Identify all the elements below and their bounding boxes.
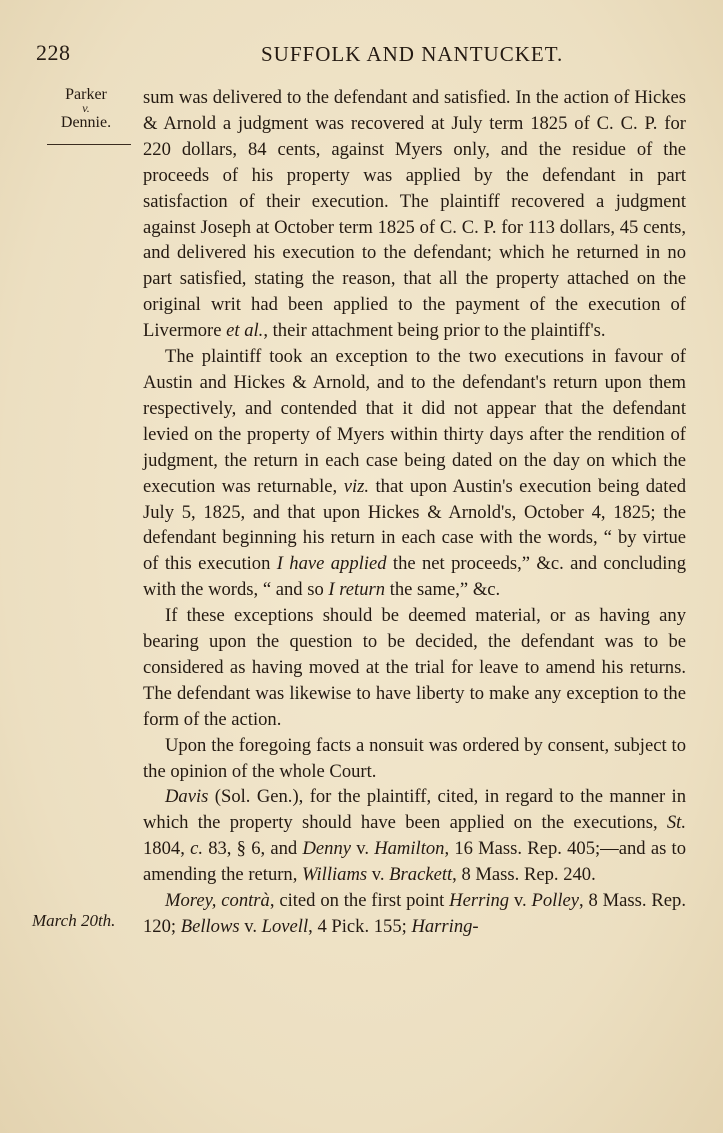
body-text <box>143 85 686 940</box>
italic-run: viz. <box>343 475 369 497</box>
margin-rule <box>47 144 131 145</box>
italic-run: I have applied <box>276 553 387 575</box>
margin-case-name <box>44 86 128 131</box>
text-run: the net proceeds,” &c. and concluding with the words, “ and so <box>143 553 686 601</box>
italic-run: Hamilton <box>374 838 445 860</box>
paragraph-6 <box>143 888 686 940</box>
italic-run: Denny <box>302 838 351 860</box>
italic-run: Brackett <box>389 864 453 886</box>
text-run: that upon Austin's execution being dated July 5, 1825, and that upon Hickes & Arnold's, October 4, 1825; the defendant beginning his return in each case with the words, “ by virtue of this execution <box>143 475 687 575</box>
italic-run: Bellows <box>180 916 240 937</box>
page-header <box>36 40 687 70</box>
italic-run: I return <box>328 579 386 601</box>
italic-run: c. <box>190 838 203 860</box>
italic-run: Lovell <box>261 916 309 937</box>
running-head: SUFFOLK AND NANTUCKET. <box>261 42 564 66</box>
text-run: v. <box>239 916 262 937</box>
paragraph-1 <box>143 85 686 344</box>
italic-run: Herring <box>449 890 510 912</box>
text-run: 83, § 6, and <box>202 838 303 860</box>
text-run: v. <box>509 890 532 912</box>
paragraph-5 <box>143 784 686 888</box>
italic-run: et al. <box>226 320 264 342</box>
italic-run: Polley <box>531 890 580 912</box>
text-run: , 8 Mass. Rep. 240. <box>452 864 596 886</box>
italic-run: Morey, contrà <box>165 890 270 912</box>
text-run: , 4 Pick. 155; <box>308 916 412 937</box>
paragraph-2 <box>143 344 686 603</box>
margin-date: March 20th. <box>32 911 116 930</box>
page-number: 228 <box>36 40 71 65</box>
text-run: , cited on the first point <box>269 890 450 912</box>
paragraph-3: If these exceptions should be deemed material, or as having any bearing upon the question to be decided, the defendant was to be considered as having moved at the trial for leave to amend his returns. The defendant was likewise to have liberty to make any exception to the form of the action. <box>143 605 686 730</box>
text-run: , 16 Mass. Rep. 405;—and as to amending the return, <box>143 838 687 886</box>
case-defendant: Dennie. <box>60 114 112 131</box>
text-run: , their attachment being prior to the plaintiff's. <box>263 320 606 342</box>
text-run: (Sol. Gen.), for the plaintiff, cited, in regard to the manner in which the property should have been applied on the executions, <box>143 786 686 834</box>
case-versus: v. <box>82 101 90 115</box>
text-run: , 8 Mass. Rep. 120; <box>143 890 686 937</box>
text-run: sum was delivered to the defendant and satisfied. In the action of Hickes & Arnold a judgment was recovered at July term 1825 of C. C. P. for 220 dollars, 84 cents, against Myers only, and the residue of the proceeds of his property was applied by the defendant in part satisfaction of their execution. The plaintiff recovered a judgment against Joseph at October term 1825 of C. C. P. for 113 dollars, 45 cents, and delivered his execution to the defendant; which he returned in no part satisfied, stating the reason, that all the property attached on the original writ had been applied to the payment of the execution of Livermore <box>143 87 686 342</box>
text-run: The plaintiff took an exception to the two executions in favour of Austin and Hickes & Arnold, and to the defendant's return upon them respectively, and contended that it did not appear that the defendant levied on the property of Myers within thirty days after the rendition of judgment, the return in each case being dated on the day on which the execution was returnable, <box>143 346 686 497</box>
text-run: the same,” &c. <box>385 579 501 601</box>
text-run: v. <box>367 864 390 886</box>
italic-run: St. <box>666 812 686 834</box>
paragraph-4: Upon the foregoing facts a nonsuit was ordered by consent, subject to the opinion of the whole Court. <box>143 734 686 782</box>
italic-run: Williams <box>302 864 368 886</box>
text-run: 1804, <box>143 838 191 860</box>
italic-run: Harring- <box>411 916 479 937</box>
italic-run: Davis <box>165 786 209 808</box>
text-run: v. <box>351 838 375 860</box>
case-plaintiff: Parker <box>65 86 107 103</box>
